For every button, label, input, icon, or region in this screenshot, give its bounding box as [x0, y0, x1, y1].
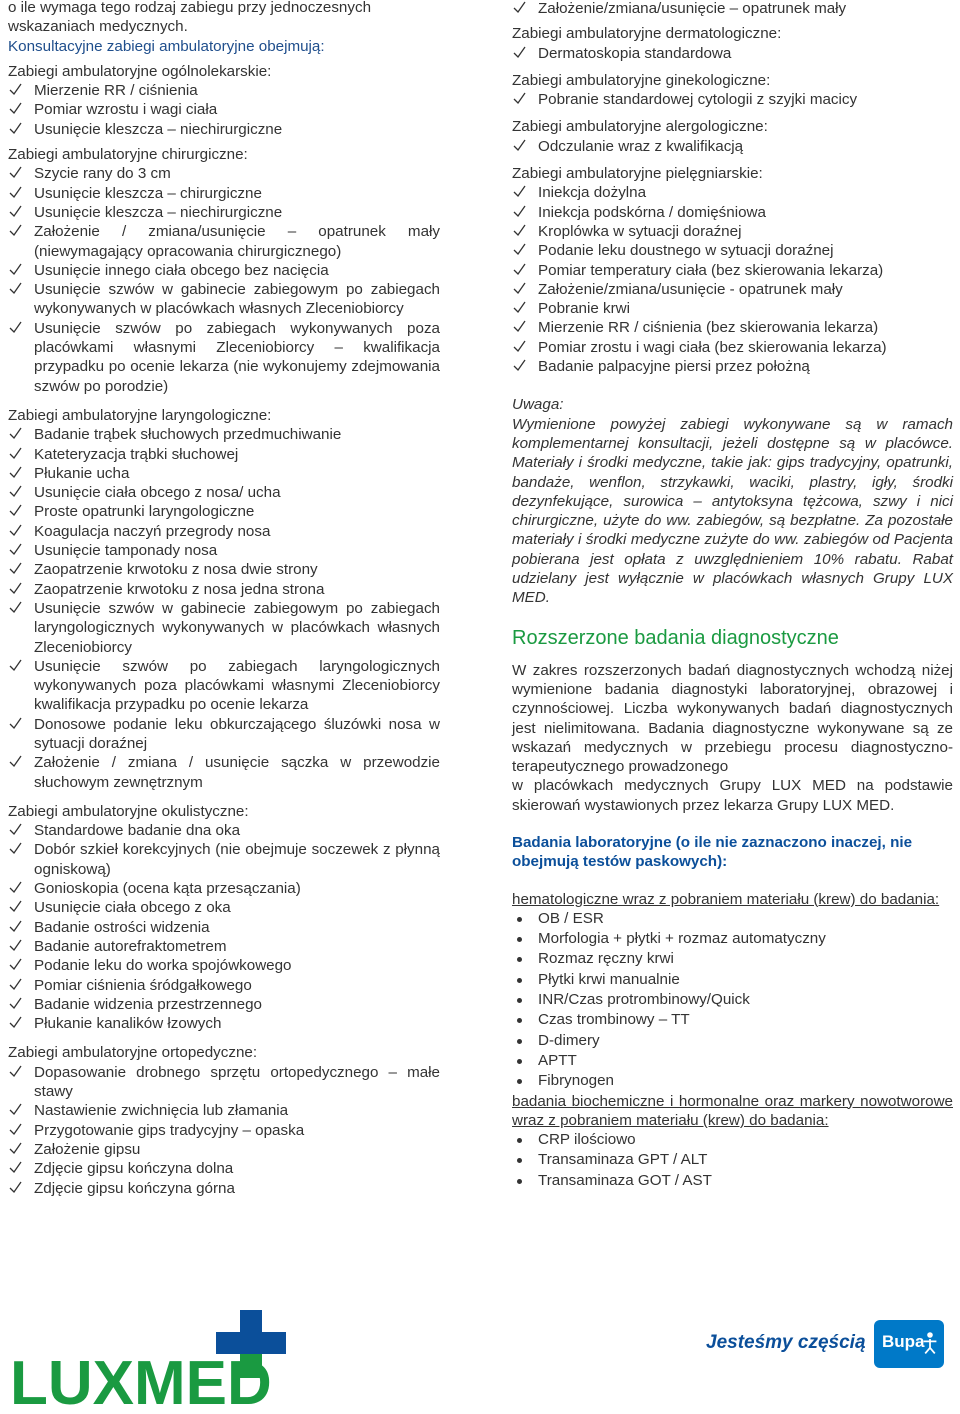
- list-item-text: Kateteryzacja trąbki słuchowej: [34, 445, 239, 463]
- checklist-top: [512, 0, 953, 18]
- check-icon: [513, 359, 526, 372]
- list-item-text: Płukanie ucha: [34, 464, 130, 482]
- bullet-icon: [517, 957, 522, 962]
- bullet-icon: [517, 1138, 522, 1143]
- check-icon: [9, 466, 22, 479]
- check-icon: [9, 1142, 22, 1155]
- list-item: [512, 970, 953, 990]
- diagnostics-text-2: w placówkach medycznych Grupy LUX MED na podstawie skierowań wystawionych przez lekarza Grupy LUX MED.: [512, 777, 953, 814]
- check-icon: [513, 243, 526, 256]
- check-icon: [9, 485, 22, 498]
- list-item-text: Usunięcie kleszcza – chirurgiczne: [34, 184, 262, 202]
- check-icon: [9, 186, 22, 199]
- check-icon: [9, 939, 22, 952]
- list-item: [8, 81, 440, 100]
- check-icon: [9, 562, 22, 575]
- list-item-text: Transaminaza GOT / AST: [538, 1171, 712, 1189]
- list-item: [8, 203, 440, 222]
- list-item: [8, 464, 440, 483]
- check-icon: [9, 122, 22, 135]
- list-item: [512, 1171, 953, 1191]
- list-item-text: Czas trombinowy – TT: [538, 1011, 690, 1029]
- list-item-text: Założenie gipsu: [34, 1140, 141, 1158]
- bullet-icon: [517, 1179, 522, 1184]
- list-item: [8, 753, 440, 792]
- list-item-text: Usunięcie innego ciała obcego bez nacięcia: [34, 261, 329, 279]
- list-item: [512, 137, 953, 156]
- bullet-icon: [517, 1059, 522, 1064]
- list-item-text: Badanie trąbek słuchowych przedmuchiwanie: [34, 426, 342, 444]
- list-item-text: Założenie / zmiana / usunięcie sączka w przewodzie słuchowym zewnętrznym: [34, 754, 440, 791]
- list-item-text: Założenie/zmiana/usunięcie – opatrunek mały: [538, 0, 847, 17]
- check-icon: [513, 139, 526, 152]
- check-icon: [9, 1103, 22, 1116]
- section-heading-dermatologiczne: Zabiegi ambulatoryjne dermatologiczne:: [512, 25, 782, 43]
- check-icon: [9, 321, 22, 334]
- diagnostics-heading: Rozszerzone badania diagnostyczne: [512, 626, 839, 649]
- list-item-text: Pomiar wzrostu i wagi ciała: [34, 101, 218, 119]
- right-column: [512, 0, 953, 1191]
- list-item-text: Rozmaz ręczny krwi: [538, 950, 674, 968]
- list-item: [8, 319, 440, 396]
- checklist-dermatologiczne: [512, 44, 953, 63]
- check-icon: [9, 717, 22, 730]
- check-icon: [9, 958, 22, 971]
- list-item-text: Przygotowanie gips tradycyjny – opaska: [34, 1121, 305, 1139]
- bio-heading: badania biochemiczne i hormonalne oraz markery nowotworowe wraz z pobraniem materiału (krew) do badania:: [512, 1092, 953, 1129]
- list-item-text: Pomiar ciśnienia śródgałkowego: [34, 976, 252, 994]
- list-item-text: Pomiar temperatury ciała (bez skierowania lekarza): [538, 261, 884, 279]
- check-icon: [9, 823, 22, 836]
- check-icon: [9, 427, 22, 440]
- left-column: [8, 0, 440, 1198]
- list-item: [8, 580, 440, 599]
- list-item: [512, 338, 953, 357]
- bullet-icon: [517, 998, 522, 1003]
- bullet-icon: [517, 978, 522, 983]
- list-item: [8, 1101, 440, 1120]
- list-item-text: Usunięcie tamponady nosa: [34, 542, 218, 560]
- check-icon: [513, 282, 526, 295]
- check-icon: [9, 881, 22, 894]
- list-item-text: Płukanie kanalików łzowych: [34, 1015, 222, 1033]
- check-icon: [9, 83, 22, 96]
- check-icon: [9, 997, 22, 1010]
- list-item-text: Płytki krwi manualnie: [538, 970, 680, 988]
- list-item-text: Podanie leku doustnego w sytuacji doraźnej: [538, 242, 834, 260]
- check-icon: [9, 920, 22, 933]
- list-item: [512, 909, 953, 929]
- list-item-text: Morfologia + płytki + rozmaz automatyczny: [538, 930, 826, 948]
- check-icon: [9, 1065, 22, 1078]
- list-item-text: CRP ilościowo: [538, 1131, 636, 1149]
- check-icon: [9, 543, 22, 556]
- list-item: [8, 918, 440, 937]
- list-item-text: Zdjęcie gipsu kończyna dolna: [34, 1160, 234, 1178]
- checklist-pielegniarskie: [512, 183, 953, 376]
- list-item: [8, 840, 440, 879]
- bio-list: [512, 1130, 953, 1191]
- check-icon: [9, 447, 22, 460]
- list-item-text: OB / ESR: [538, 909, 604, 927]
- check-icon: [9, 659, 22, 672]
- list-item-text: Transaminaza GPT / ALT: [538, 1151, 708, 1169]
- list-item: [8, 879, 440, 898]
- check-icon: [9, 755, 22, 768]
- list-item-text: Nastawienie zwichnięcia lub złamania: [34, 1102, 289, 1120]
- bullet-icon: [517, 1039, 522, 1044]
- note-label: Uwaga:: [512, 396, 564, 414]
- check-icon: [9, 263, 22, 276]
- list-item-text: Kroplówka w sytuacji doraźnej: [538, 222, 742, 240]
- list-item: [8, 100, 440, 119]
- list-item: [8, 995, 440, 1014]
- hema-heading: hematologiczne wraz z pobraniem materiału (krew) do badania:: [512, 890, 940, 908]
- list-item-text: Fibrynogen: [538, 1072, 614, 1090]
- check-icon: [513, 320, 526, 333]
- list-item: [8, 956, 440, 975]
- bullet-icon: [517, 1018, 522, 1023]
- intro-line-1: o ile wymaga tego rodzaj zabiegu przy jednoczesnych: [8, 0, 372, 16]
- list-item: [8, 937, 440, 956]
- check-icon: [9, 1181, 22, 1194]
- list-item-text: Badanie autorefraktometrem: [34, 937, 227, 955]
- list-item: [8, 280, 440, 319]
- checklist-ginekologiczne: [512, 90, 953, 109]
- luxmed-logo-text: LUXMED: [10, 1349, 272, 1408]
- section-heading-pielegniarskie: Zabiegi ambulatoryjne pielęgniarskie:: [512, 165, 763, 183]
- list-item-text: Usunięcie szwów po zabiegach wykonywanych poza placówkami własnymi Zleceniobiorcy – kwalifikacja przypadku po ocenie lekarza (nie wykonujemy zdejmowania szwów po porodzie): [34, 319, 440, 395]
- list-item: [8, 1159, 440, 1178]
- consult-heading: Konsultacyjne zabiegi ambulatoryjne obejmują:: [8, 37, 325, 55]
- list-item-text: Pobranie krwi: [538, 300, 631, 318]
- checklist-laryngologiczne: [8, 425, 440, 792]
- bullet-icon: [517, 1079, 522, 1084]
- section-heading-ginekologiczne: Zabiegi ambulatoryjne ginekologiczne:: [512, 71, 771, 89]
- list-item-text: Założenie/zmiana/usunięcie - opatrunek mały: [538, 280, 843, 298]
- list-item: [512, 203, 953, 222]
- checklist-okulistyczne: [8, 821, 440, 1033]
- check-icon: [513, 301, 526, 314]
- list-item-text: Zaopatrzenie krwotoku z nosa dwie strony: [34, 561, 318, 579]
- list-item: [8, 657, 440, 715]
- checklist-alergologiczne: [512, 137, 953, 156]
- check-icon: [9, 1016, 22, 1029]
- list-item: [512, 1130, 953, 1150]
- list-item: [8, 821, 440, 840]
- hema-list: [512, 909, 953, 1092]
- list-item-text: Mierzenie RR / ciśnienia: [34, 82, 198, 100]
- list-item-text: Usunięcie ciała obcego z nosa/ ucha: [34, 484, 281, 502]
- check-icon: [9, 504, 22, 517]
- list-item: [512, 1150, 953, 1170]
- list-item: [512, 318, 953, 337]
- list-item: [512, 299, 953, 318]
- slogan-text: Jesteśmy częścią: [706, 1332, 866, 1353]
- list-item-text: Pomiar zrostu i wagi ciała (bez skierowania lekarza): [538, 338, 887, 356]
- list-item: [512, 261, 953, 280]
- list-item-text: Dobór szkieł korekcyjnych (nie obejmuje soczewek z płynną ogniskową): [34, 841, 440, 878]
- list-item-text: Szycie rany do 3 cm: [34, 165, 171, 183]
- check-icon: [513, 340, 526, 353]
- list-item: [512, 1031, 953, 1051]
- list-item-text: APTT: [538, 1051, 577, 1069]
- list-item: [8, 425, 440, 444]
- list-item-text: Zaopatrzenie krwotoku z nosa jedna strona: [34, 580, 325, 598]
- bullet-icon: [517, 937, 522, 942]
- list-item: [8, 541, 440, 560]
- list-item-text: Usunięcie szwów po zabiegach laryngologicznych wykonywanych poza placówkami własnymi Zleceniobiorcy kwalifikacja przypadku po ocenie lekarza: [34, 657, 440, 714]
- list-item: [512, 222, 953, 241]
- list-item-text: INR/Czas protrombinowy/Quick: [538, 991, 750, 1009]
- section-heading-ogolnolekarskie: Zabiegi ambulatoryjne ogólnolekarskie:: [8, 62, 272, 80]
- list-item: [8, 164, 440, 183]
- list-item-text: Zdjęcie gipsu kończyna górna: [34, 1179, 235, 1197]
- lab-heading: Badania laboratoryjne (o ile nie zaznaczono inaczej, nie obejmują testów paskowych):: [512, 833, 913, 871]
- list-item: [8, 1014, 440, 1033]
- list-item-text: Usunięcie ciała obcego z oka: [34, 899, 231, 917]
- list-item: [512, 1051, 953, 1071]
- list-item: [8, 222, 440, 261]
- list-item-text: Pobranie standardowej cytologii z szyjki macicy: [538, 91, 858, 109]
- check-icon: [9, 224, 22, 237]
- section-heading-laryngologiczne: Zabiegi ambulatoryjne laryngologiczne:: [8, 406, 272, 424]
- list-item: [512, 1010, 953, 1030]
- check-icon: [9, 1161, 22, 1174]
- intro-line-2: wskazaniach medycznych.: [8, 18, 188, 36]
- list-item-text: Iniekcja podskórna / domięśniowa: [538, 203, 766, 221]
- list-item: [512, 241, 953, 260]
- check-icon: [9, 282, 22, 295]
- list-item: [8, 560, 440, 579]
- list-item-text: Koagulacja naczyń przegrody nosa: [34, 522, 271, 540]
- list-item: [512, 357, 953, 376]
- list-item: [8, 184, 440, 203]
- list-item-text: Donosowe podanie leku obkurczającego śluzówki nosa w sytuacji doraźnej: [34, 715, 440, 752]
- list-item-text: D-dimery: [538, 1031, 600, 1049]
- list-item-text: Odczulanie wraz z kwalifikacją: [538, 137, 744, 155]
- check-icon: [9, 978, 22, 991]
- list-item: [512, 44, 953, 63]
- bupa-logo: [874, 1320, 944, 1368]
- note-text: Wymienione powyżej zabiegi wykonywane są w ramach komplementarnej konsultacji, jeżeli dostępne są w placówce. Materiały i środki medyczne, takie jak: gips tradycyjny, opatrunki, bandaże, wenflon, strzykawki, waciki, plastry, igły, środki dezynfekujące, surowica – antytoksyna tężcowa, szwy i nici chirurgiczne, użyte do ww. zabiegów, są bezpłatne. Za pozostałe materiały i środki medyczne zużyte do ww. zabiegów od Pacjenta pobierana jest opłata z uwzględnieniem 10% rabatu. Rabat udzielany jest wyłącznie w placówkach własnych Grupy LUX MED.: [512, 415, 953, 607]
- list-item: [8, 976, 440, 995]
- check-icon: [513, 224, 526, 237]
- list-item-text: Mierzenie RR / ciśnienia (bez skierowania lekarza): [538, 319, 879, 337]
- list-item-text: Iniekcja dożylna: [538, 184, 647, 202]
- list-item-text: Dermatoskopia standardowa: [538, 44, 732, 62]
- list-item-text: Standardowe badanie dna oka: [34, 822, 241, 840]
- list-item-text: Badanie widzenia przestrzennego: [34, 995, 262, 1013]
- check-icon: [9, 205, 22, 218]
- bupa-person-icon: [922, 1330, 938, 1356]
- luxmed-logo: [10, 1308, 300, 1408]
- list-item-text: Usunięcie szwów w gabinecie zabiegowym po zabiegach laryngologicznych wykonywanych w placówkach własnych Zleceniobiorcy: [34, 599, 440, 656]
- section-heading-chirurgiczne: Zabiegi ambulatoryjne chirurgiczne:: [8, 146, 248, 164]
- list-item: [8, 1121, 440, 1140]
- bullet-icon: [517, 1158, 522, 1163]
- list-item-text: Dopasowanie drobnego sprzętu ortopedycznego – małe stawy: [34, 1063, 440, 1101]
- check-icon: [9, 900, 22, 913]
- list-item-text: Usunięcie kleszcza – niechirurgiczne: [34, 120, 283, 138]
- list-item-text: Proste opatrunki laryngologiczne: [34, 503, 255, 521]
- list-item: [8, 120, 440, 139]
- list-item: [8, 522, 440, 541]
- list-item: [512, 183, 953, 202]
- list-item: [512, 929, 953, 949]
- list-item-text: Usunięcie kleszcza – niechirurgiczne: [34, 203, 283, 221]
- check-icon: [9, 102, 22, 115]
- diagnostics-text-1: W zakres rozszerzonych badań diagnostycznych wchodzą niżej wymienione badania diagnostyki laboratoryjnej, obrazowej i czynnościowej. Liczba wykonywanych badań diagnostycznych jest nielimitowana. Badania diagnostyczne wykonywane są ze wskazań medycznych w przebiegu procesu diagnostyczno-terapeutycznego prowadzonego: [512, 661, 953, 776]
- check-icon: [9, 1123, 22, 1136]
- check-icon: [9, 524, 22, 537]
- bupa-badge: [706, 1320, 956, 1370]
- check-icon: [9, 582, 22, 595]
- check-icon: [513, 92, 526, 105]
- check-icon: [513, 263, 526, 276]
- list-item-text: Usunięcie szwów w gabinecie zabiegowym po zabiegach wykonywanych w placówkach własnych Zleceniobiorcy: [34, 281, 440, 318]
- checklist-chirurgiczne: [8, 164, 440, 396]
- list-item: [512, 949, 953, 969]
- check-icon: [513, 205, 526, 218]
- list-item: [8, 898, 440, 917]
- list-item: [8, 502, 440, 521]
- list-item: [512, 90, 953, 109]
- check-icon: [9, 166, 22, 179]
- checklist-ogolnolekarskie: [8, 81, 440, 139]
- list-item-text: Gonioskopia (ocena kąta przesączania): [34, 880, 301, 898]
- check-icon: [513, 1, 526, 14]
- list-item: [8, 1063, 440, 1102]
- check-icon: [513, 46, 526, 59]
- list-item-text: Założenie / zmiana/usunięcie – opatrunek mały (niewymagający opracowania chirurgicznego): [34, 223, 440, 260]
- check-icon: [513, 185, 526, 198]
- list-item-text: Badanie ostrości widzenia: [34, 918, 210, 936]
- list-item: [512, 0, 953, 18]
- check-icon: [9, 842, 22, 855]
- section-heading-ortopedyczne: Zabiegi ambulatoryjne ortopedyczne:: [8, 1044, 258, 1062]
- list-item: [8, 1140, 440, 1159]
- list-item-text: Podanie leku do worka spojówkowego: [34, 957, 292, 975]
- list-item: [8, 1179, 440, 1198]
- bullet-icon: [517, 917, 522, 922]
- list-item: [512, 990, 953, 1010]
- check-icon: [9, 601, 22, 614]
- list-item: [512, 1071, 953, 1091]
- list-item: [512, 280, 953, 299]
- list-item: [8, 445, 440, 464]
- list-item-text: Badanie palpacyjne piersi przez położną: [538, 358, 810, 376]
- bupa-logo-text: Bupa: [882, 1332, 925, 1351]
- section-heading-alergologiczne: Zabiegi ambulatoryjne alergologiczne:: [512, 118, 768, 136]
- list-item: [8, 715, 440, 754]
- list-item: [8, 599, 440, 657]
- checklist-ortopedyczne: [8, 1063, 440, 1198]
- list-item: [8, 483, 440, 502]
- list-item: [8, 261, 440, 280]
- section-heading-okulistyczne: Zabiegi ambulatoryjne okulistyczne:: [8, 802, 249, 820]
